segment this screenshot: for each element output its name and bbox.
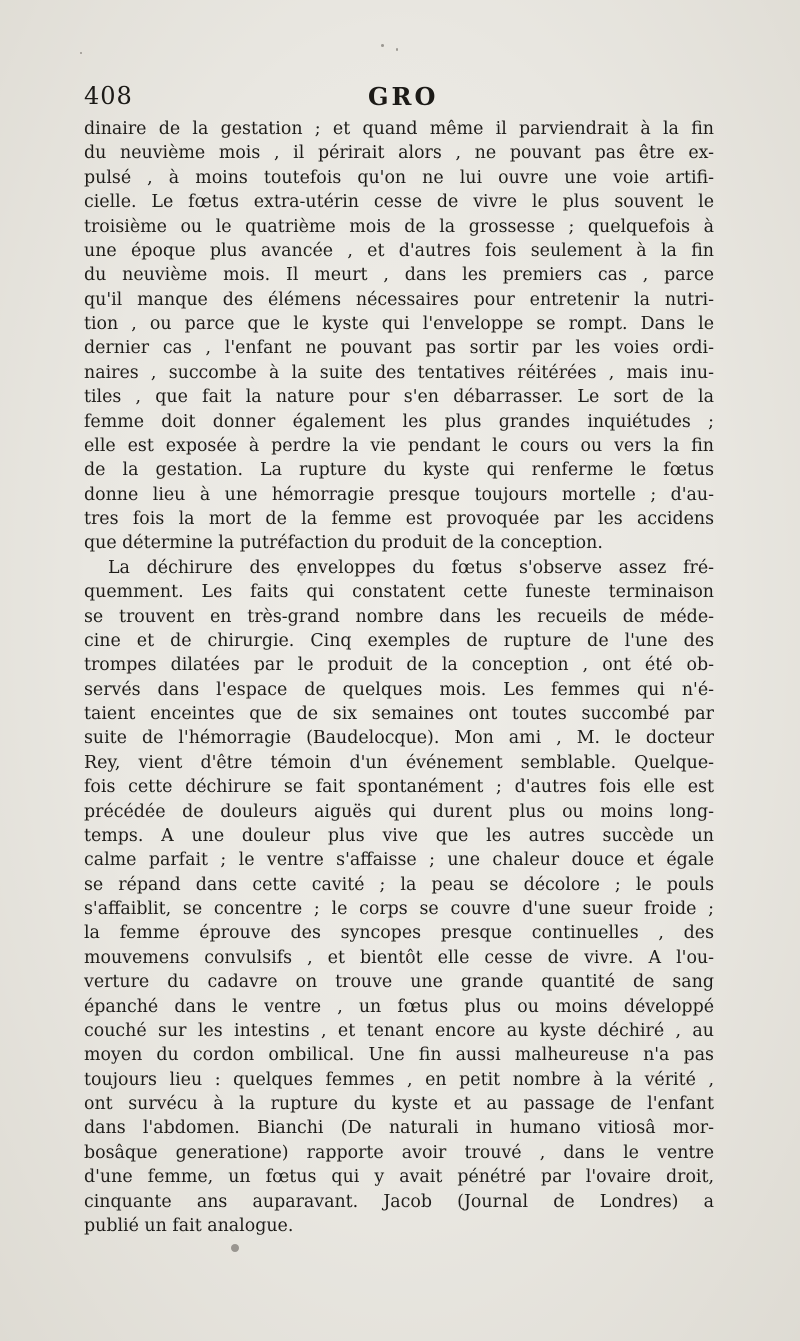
text-line: elle est exposée à perdre la vie pendant le cours ou vers la fin — [84, 435, 714, 456]
ink-speck — [381, 44, 384, 47]
text-line: naires , succombe à la suite des tentatives réitérées , mais inu- — [84, 362, 714, 383]
text-line: troisième ou le quatrième mois de la grossesse ; quelquefois à — [84, 216, 714, 237]
text-line: fois cette déchirure se fait spontanément ; d'autres fois elle est — [84, 777, 714, 798]
text-line: cinquante ans auparavant. Jacob (Journal de Londres) a — [84, 1191, 714, 1212]
text-line: s'affaiblit, se concentre ; le corps se couvre d'une sueur froide ; — [84, 899, 714, 919]
paragraph — [84, 556, 714, 1239]
text-line: du neuvième mois , il périrait alors , ne pouvant pas être ex- — [84, 143, 714, 164]
text-line: bosâque generatione) rapporte avoir trouvé , dans le ventre — [84, 1142, 714, 1163]
text-line: calme parfait ; le ventre s'affaisse ; une chaleur douce et égale — [84, 850, 714, 871]
body-text — [84, 117, 714, 1238]
text-line: se trouvent en très-grand nombre dans les recueils de méde- — [84, 606, 714, 627]
text-line: moyen du cordon ombilical. Une fin aussi malheureuse n'a pas — [84, 1045, 714, 1066]
text-line: verture du cadavre on trouve une grande quantité de sang — [84, 972, 714, 993]
text-line: tres fois la mort de la femme est provoquée par les accidens — [84, 509, 714, 529]
running-head: GRO — [368, 82, 439, 111]
text-line: du neuvième mois. Il meurt , dans les premiers cas , parce — [84, 265, 714, 286]
text-line: cielle. Le fœtus extra-utérin cesse de vivre le plus souvent le — [84, 192, 714, 213]
page-header — [84, 82, 724, 118]
text-line: dernier cas , l'enfant ne pouvant pas sortir par les voies ordi- — [84, 338, 714, 359]
text-line: trompes dilatées par le produit de la conception , ont été ob- — [84, 655, 714, 676]
text-line: tiles , que fait la nature pour s'en débarrasser. Le sort de la — [84, 387, 714, 408]
text-line: couché sur les intestins , et tenant encore au kyste déchiré , au — [84, 1020, 714, 1041]
text-line: dinaire de la gestation ; et quand même il parviendrait à la fin — [84, 119, 714, 139]
text-line: taient enceintes que de six semaines ont toutes succombé par — [84, 704, 714, 724]
text-line: dans l'abdomen. Bianchi (De naturali in humano vitiosâ mor- — [84, 1118, 714, 1139]
text-line: suite de l'hémorragie (Baudelocque). Mon ami , M. le docteur — [84, 728, 714, 749]
paragraph — [84, 117, 714, 556]
text-line: épanché dans le ventre , un fœtus plus ou moins développé — [84, 996, 714, 1017]
text-line: La déchirure des enveloppes du fœtus s'observe assez fré- — [108, 557, 714, 578]
text-line: tion , ou parce que le kyste qui l'enveloppe se rompt. Dans le — [84, 314, 714, 334]
text-line: publié un fait analogue. — [84, 1215, 294, 1236]
ink-speck — [396, 48, 398, 51]
text-line: précédée de douleurs aiguës qui durent plus ou moins long- — [84, 801, 714, 822]
text-line: ont survécu à la rupture du kyste et au passage de l'enfant — [84, 1094, 714, 1114]
text-line: pulsé , à moins toutefois qu'on ne lui ouvre une voie artifi- — [84, 167, 714, 188]
text-line: Rey, vient d'être témoin d'un événement semblable. Quelque- — [84, 752, 714, 773]
text-line: se répand dans cette cavité ; la peau se décolore ; le pouls — [84, 874, 714, 895]
text-line: quemment. Les faits qui constatent cette funeste terminaison — [84, 582, 714, 603]
text-line: de la gestation. La rupture du kyste qui renferme le fœtus — [84, 460, 714, 481]
text-line: temps. A une douleur plus vive que les autres succède un — [84, 825, 714, 846]
text-line: cine et de chirurgie. Cinq exemples de rupture de l'une des — [84, 630, 714, 651]
text-line: que détermine la putréfaction du produit de la conception. — [84, 533, 603, 554]
text-line: servés dans l'espace de quelques mois. Les femmes qui n'é- — [84, 679, 714, 700]
text-line: la femme éprouve des syncopes presque continuelles , des — [84, 923, 714, 944]
text-line: mouvemens convulsifs , et bientôt elle cesse de vivre. A l'ou- — [84, 947, 714, 968]
ink-speck — [231, 1244, 239, 1252]
ink-speck — [80, 52, 82, 54]
text-line: femme doit donner également les plus grandes inquiétudes ; — [84, 411, 714, 432]
text-line: une époque plus avancée , et d'autres fois seulement à la fin — [84, 240, 714, 261]
page-number: 408 — [84, 82, 133, 110]
text-line: qu'il manque des élémens nécessaires pour entretenir la nutri- — [84, 289, 714, 310]
text-line: d'une femme, un fœtus qui y avait pénétré par l'ovaire droit, — [84, 1167, 714, 1188]
text-line: donne lieu à une hémorragie presque toujours mortelle ; d'au- — [84, 484, 714, 505]
text-line: toujours lieu : quelques femmes , en petit nombre à la vérité , — [84, 1069, 714, 1090]
paragraph-container — [84, 117, 714, 1238]
